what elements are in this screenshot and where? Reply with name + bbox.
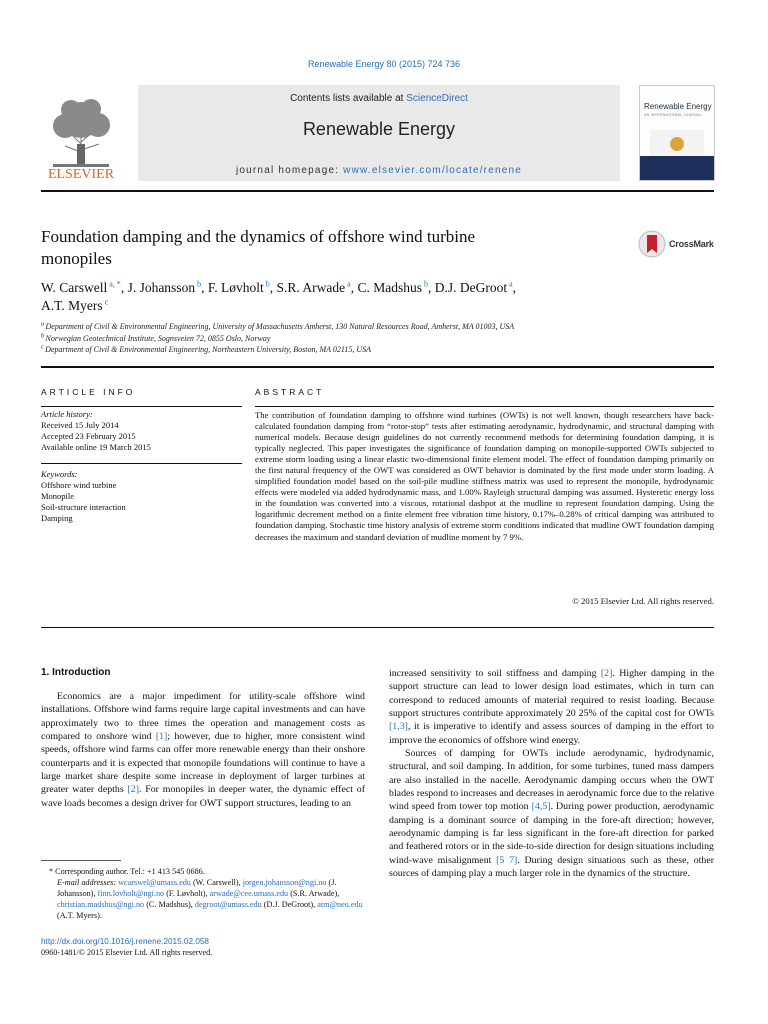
email-link[interactable]: finn.lovholt@ngi.no [97,889,165,898]
email-owner: (F. Løvholt), [164,889,210,898]
doi-link[interactable]: http://dx.doi.org/10.1016/j.renene.2015.02.058 [41,937,209,946]
body-paragraph [389,667,714,747]
body-text: ; however, due to higher, more consistent wind speeds, offshore wind farms can offer more renewable energy than their onshore counterparts and it is expected that monopile foundations will continue to have a large market share despite some increase in deployment of larger turbines at greater water depths [41,731,365,796]
cover-art-icon [650,130,704,156]
citation-link[interactable]: [5 7] [496,854,518,866]
footnote-asterisk: * [49,867,56,876]
article-info-heading: ARTICLE INFO [41,387,136,397]
body-text: . For monopiles in deeper water, the dynamic effect of wave loads becomes a design driver for OWT support structures, leading to an [41,784,365,809]
author-affiliation-marker[interactable]: a, * [107,279,121,289]
keyword-item: Monopile [41,491,75,501]
email-owner: (A.T. Myers). [57,911,102,920]
author-separator: , [427,280,435,295]
body-text: . During design situations such as these, other sources of damping play a much larger role in the dynamics of the structure. [389,854,714,880]
body-paragraph [41,690,365,810]
author-name: D.J. DeGroot [434,280,508,295]
affiliation-text: Department of Civil & Environmental Engineering, Northeastern University, Boston, MA 02115, USA [45,345,371,354]
homepage-prefix: journal homepage: [235,165,344,176]
cover-subtitle: AN INTERNATIONAL JOURNAL [644,113,702,117]
paper-title-line-2: monopiles [41,249,112,268]
affiliation-key: c [41,344,46,351]
cover-band [640,156,714,180]
abstract-text: The contribution of foundation damping to offshore wind turbines (OWTs) is not well known, though researchers have back-calculated foundation damping from “rotor-stop” tests after estimating aerodynamic, hydrodynamic, and structural damping with numerical models. Because design guidelines do not currently recommend methods for determining foundation damping, it is typically neglected. This paper investigates the significance of foundation damping on monopile-supported OWTs subjected to extreme storm loading using a linear elastic two-dimensional finite element model. The effect of foundation damping primarily on the first natural frequency of the OWT was considered as OWT behavior is dominated by the first mode under storm loading. A simplified foundation model based on the soil-pile mudline stiffness matrix was used to represent the monopile, hydrodynamic effects were modeled via added hydrodynamic mass, and 1.00% Rayleigh structural damping was assumed. Hysteretic energy loss in the foundation was converted into a viscous, rotational dashpot at the mudline to represent foundation damping. Using the logarithmic decrement method on a finite element free vibration time history, 0.17%–0.28% of critical damping was attributed to foundation damping. Stochastic time history analysis of extreme storm conditions indicated that mudline OWT foundation damping decreases the maximum and standard deviation of mudline moment by 7 9%. [255,410,714,542]
affiliation-c [41,344,721,356]
body-text: Economics are a major impediment for utility-scale offshore wind installations. Offshore wind farms require large capital investments and can have approximately two to three times the operation and management costs as compared to onshore wind [41,691,365,743]
paper-title [41,226,621,270]
body-text: . Higher damping in the support structure can lead to lower design load estimates, which in turn can correspond to reduced amounts of material required to resist loading. Because support structures contribute approximately 20 25% of the capital cost for OWTs [389,668,714,720]
paper-title-line-1: Foundation damping and the dynamics of offshore wind turbine [41,227,476,246]
email-owner: (W. Carswell), [190,878,243,887]
crossmark-label: CrossMark [669,239,714,249]
history-accepted: Accepted 23 February 2015 [41,431,136,441]
author-affiliation-marker[interactable]: a [507,279,513,289]
email-label: E-mail addresses: [57,878,119,887]
keywords [41,469,241,524]
article-history-label: Article history: [41,409,93,419]
corresponding-author-note [41,866,365,877]
affiliation-key: a [41,321,46,328]
author-separator: , [120,280,128,295]
email-link[interactable]: wcarswel@umass.edu [118,878,191,887]
homepage-line [138,165,620,176]
author-affiliation-marker[interactable]: c [102,297,109,307]
author-separator: , [350,280,358,295]
keyword-item: Offshore wind turbine [41,480,117,490]
email-owner: (J. Johansson), [57,878,337,898]
elsevier-logo-text: ELSEVIER [47,167,115,180]
email-link[interactable]: atm@neu.edu [317,900,363,909]
history-received: Received 15 July 2014 [41,420,119,430]
abstract-heading: ABSTRACT [255,387,325,397]
email-owner: (S.R. Arwade), [288,889,340,898]
citation-link[interactable]: [4,5] [531,801,551,813]
email-link[interactable]: arwade@cee.umass.edu [209,889,289,898]
affiliation-a [41,321,721,333]
body-paragraph [389,747,714,880]
email-link[interactable]: jorgen.johansson@ngi.no [242,878,327,887]
footnote-rule [41,860,121,861]
journal-header-banner [138,85,620,181]
affiliation-b [41,333,721,345]
citation-link[interactable]: [2] [127,784,139,796]
journal-title: Renewable Energy [302,119,456,139]
email-owner: (C. Madshus), [144,900,195,909]
keywords-label: Keywords: [41,469,78,479]
history-online: Available online 19 March 2015 [41,442,151,452]
author-name: S.R. Arwade [276,280,346,295]
author-separator: , [269,280,277,295]
email-addresses [41,877,365,921]
journal-citation[interactable]: Renewable Energy 80 (2015) 724 736 [307,59,461,69]
issn-line: 0960-1481/© 2015 Elsevier Ltd. All rights reserved. [41,948,213,957]
abstract-rule [255,406,714,407]
author-affiliation-marker[interactable]: b [195,279,202,289]
keywords-rule [41,463,242,464]
affiliation-text: Norwegian Geotechnical Institute, Sognsveien 72, 0855 Oslo, Norway [45,333,271,343]
sciencedirect-link[interactable]: ScienceDirect [406,93,468,104]
body-text: increased sensitivity to soil stiffness and damping [389,668,601,679]
footnotes [41,866,365,921]
citation-link[interactable]: [2] [600,668,613,679]
contents-line [138,93,620,104]
header-divider [41,190,714,192]
crossmark-icon [638,230,666,258]
keyword-item: Damping [41,513,73,523]
corresponding-author-text: Corresponding author. Tel.: +1 413 545 0686. [55,867,205,876]
author-separator: , [512,280,517,295]
author-affiliation-marker[interactable]: a [345,279,351,289]
author-affiliation-marker[interactable]: b [421,279,428,289]
journal-homepage-link[interactable]: www.elsevier.com/locate/renene [343,165,523,176]
journal-cover-thumbnail[interactable] [639,85,715,181]
citation-link[interactable]: [1] [155,731,168,743]
body-column-right [389,667,714,881]
affiliation-list [41,321,721,356]
elsevier-logo [41,94,121,180]
keyword-item: Soil-structure interaction [41,502,126,512]
affiliation-text: Department of Civil & Environmental Engineering, University of Massachusetts Amherst, 130 Natural Resources Road, Amherst, MA 01003, USA [45,322,515,331]
email-link[interactable]: christian.madshus@ngi.no [57,900,145,909]
author-affiliation-marker[interactable]: b [263,279,270,289]
article-history [41,409,241,453]
abstract-copyright: © 2015 Elsevier Ltd. All rights reserved. [572,596,714,606]
cover-title: Renewable Energy [644,102,712,111]
affiliation-key: b [41,332,46,339]
authors-divider [41,366,714,368]
body-text: . During power production, aerodynamic damping is a dominant source of damping in the fore-aft direction; however, aerodynamic damping is far less significant in the fore-aft direction for parked and feathered rotors or in the side-to-side direction for design situations including wind-wave misalignment [389,801,715,866]
body-text: Sources of damping for OWTs include aerodynamic, hydrodynamic, structural, and soil damping. In addition, for some turbines, tuned mass dampers are also installed in the nacelle. Aerodynamic damping occurs when the OWT blades respond to increases and decreases in aerodynamic force due to the relative wind speed from tower top motion [389,748,714,813]
article-info-rule [41,406,242,407]
author-name: F. Løvholt [207,280,264,295]
author-name: C. Madshus [357,280,422,295]
email-owner: (D.J. DeGroot), [261,900,318,909]
author-separator: , [201,280,208,295]
author-name: A.T. Myers [41,298,103,313]
body-column-left [41,690,365,810]
author-list [41,279,661,315]
email-link[interactable]: degroot@umass.edu [194,900,262,909]
section-heading-introduction: 1. Introduction [41,667,111,678]
body-text: , it is imperative to identify and assess sources of damping in the effort to improve the economics of offshore wind energy. [389,721,714,746]
abstract-divider [41,627,714,628]
author-name: J. Johansson [127,280,196,295]
crossmark-badge[interactable] [638,230,728,260]
contents-prefix: Contents lists available at [290,93,407,104]
author-name: W. Carswell [41,280,108,295]
citation-link[interactable]: [1,3] [389,721,408,733]
